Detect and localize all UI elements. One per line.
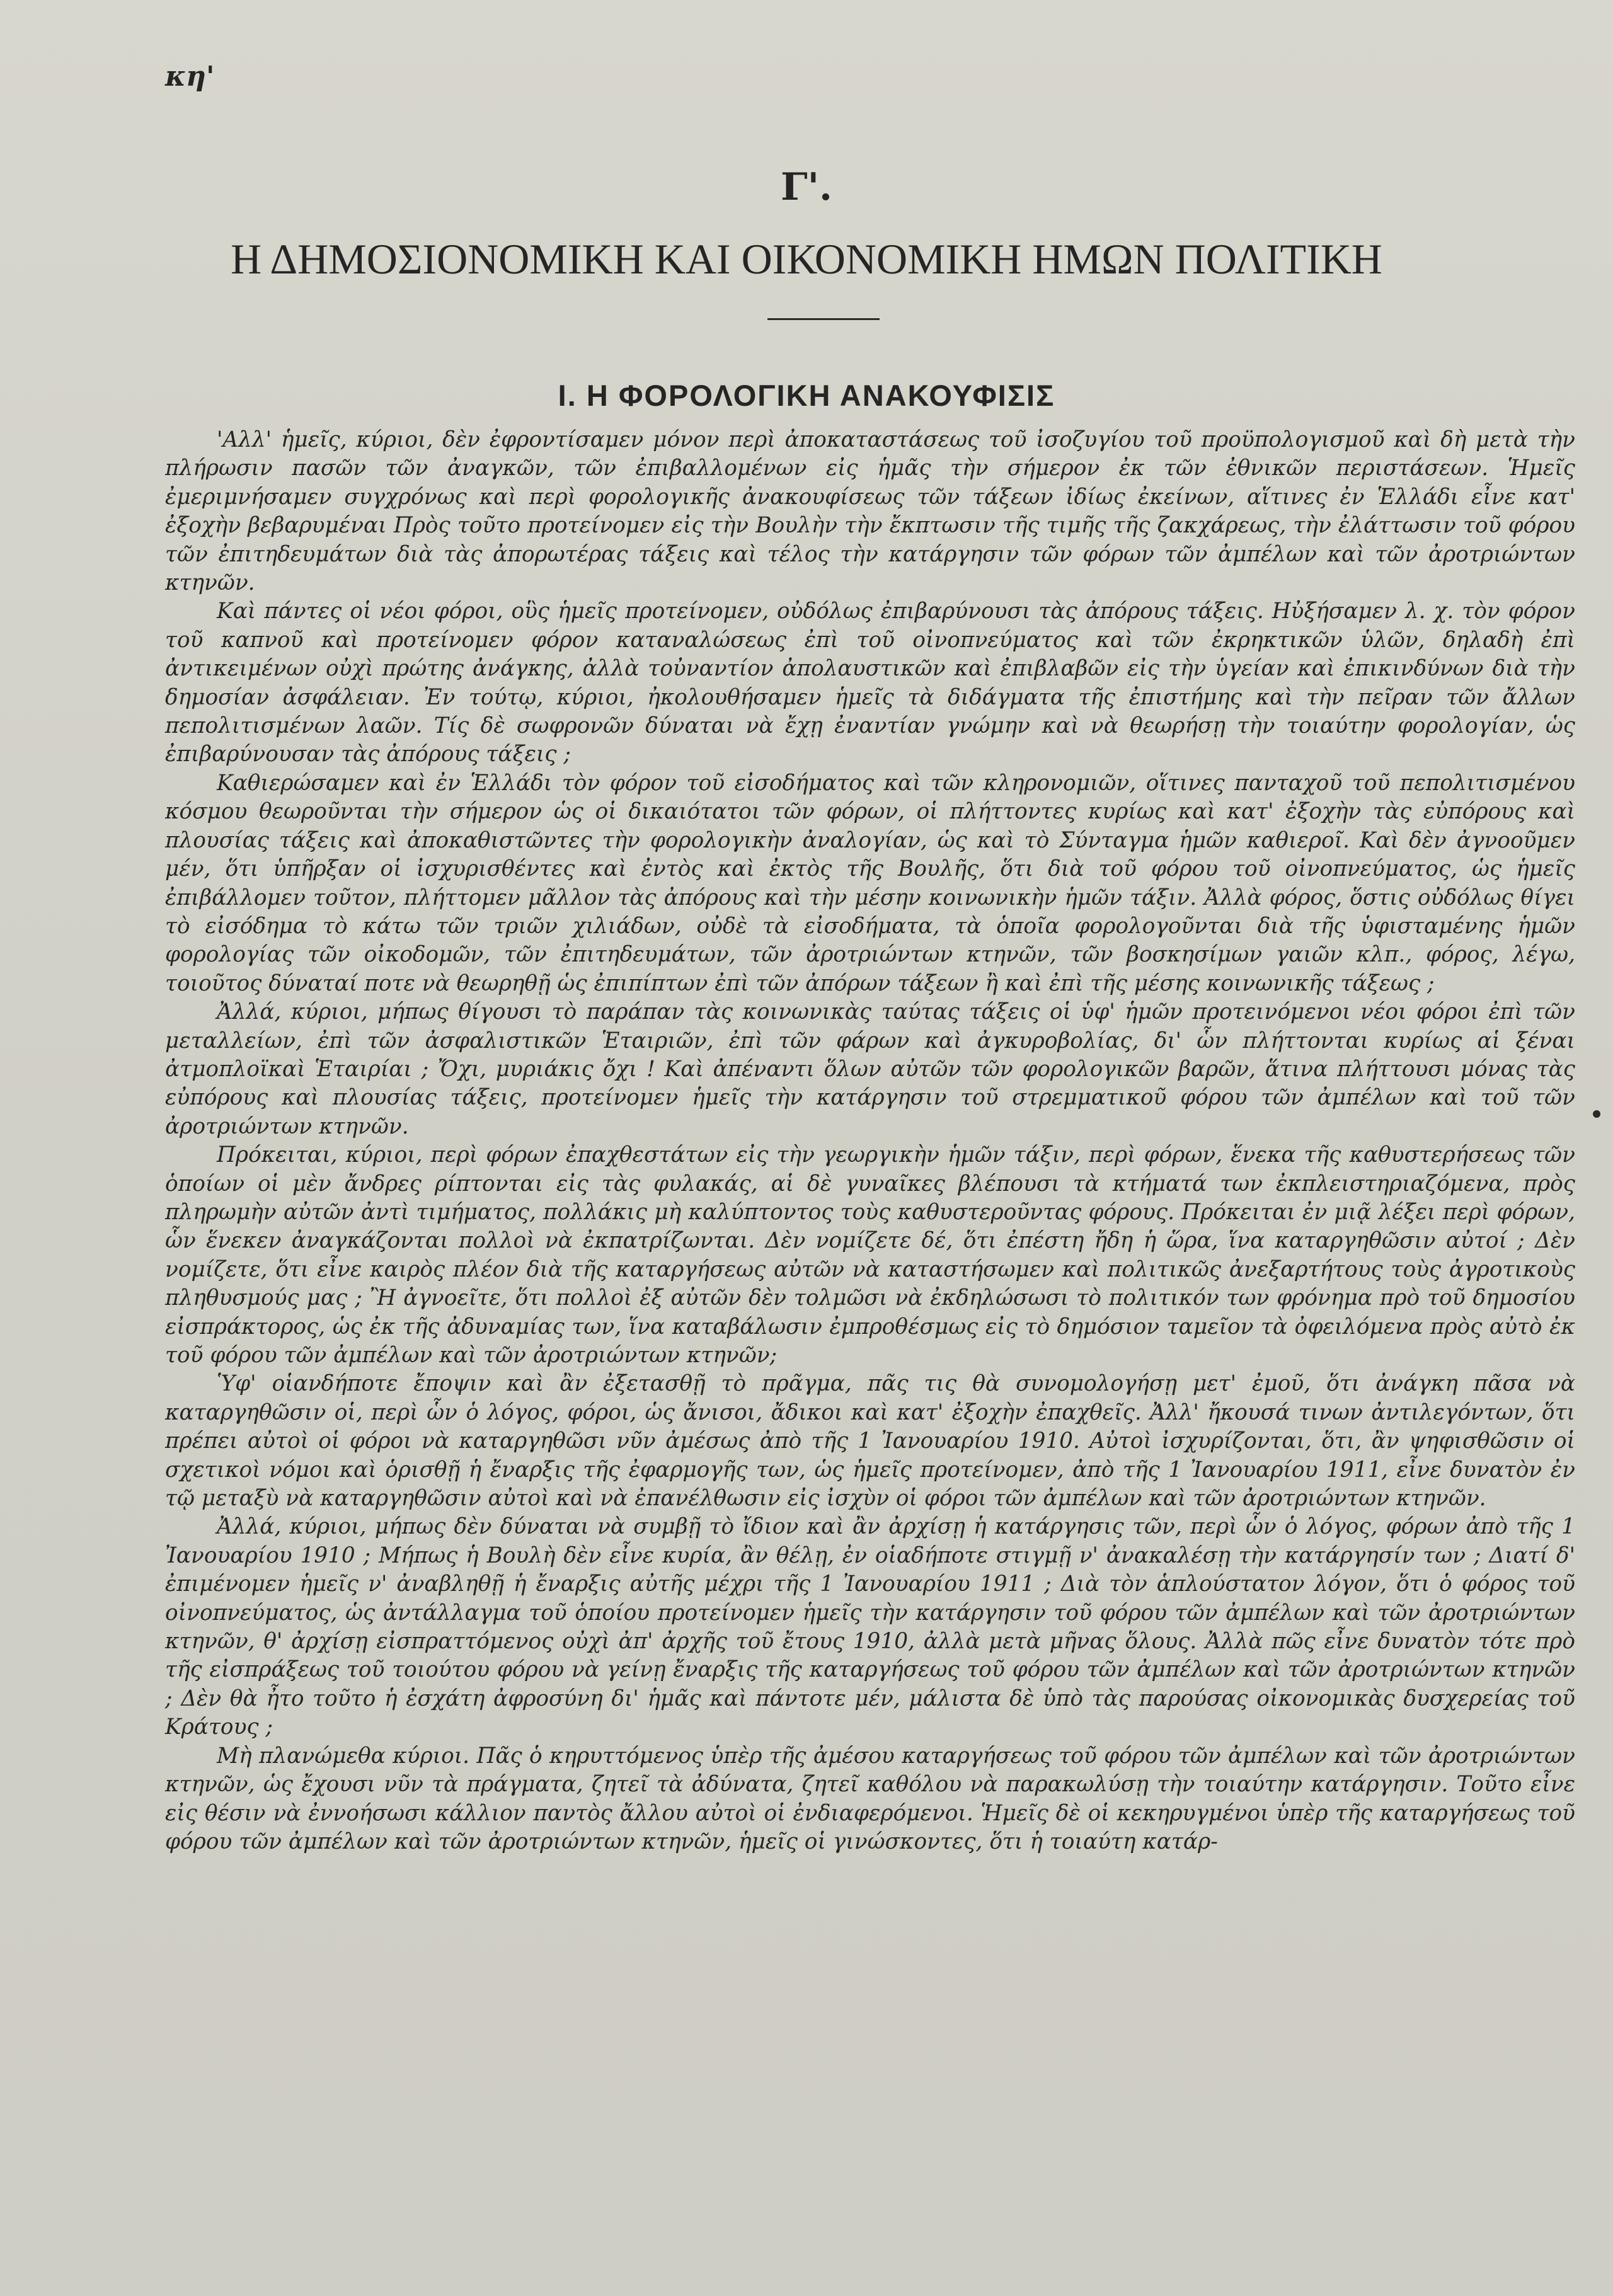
paragraph: Καὶ πάντες οἱ νέοι φόροι, οὓς ἡμεῖς προτείνομεν, οὐδόλως ἐπιβαρύνουσι τὰς ἀπόρους τάξεις. Ηὐξήσαμεν λ. χ. τὸν φόρον τοῦ καπνοῦ καὶ προτείνομεν φόρον καταναλώσεως ἐπὶ τοῦ οἰνοπνεύματος καὶ τῶν ἐκρηκτικῶν ὑλῶν, δηλαδὴ ἐπὶ ἀντικειμένων οὐχὶ πρώτης ἀνάγκης, ἀλλὰ τοὐναντίον ἀπολαυστικῶν καὶ ἐπιβλαβῶν εἰς τὴν ὑγείαν καὶ ἐπικινδύνων διὰ τὴν δημοσίαν ἀσφάλειαν. Ἐν τούτῳ, κύριοι, ἠκολουθήσαμεν ἡμεῖς τὰ διδάγματα τῆς ἐπιστήμης καὶ τὴν πεῖραν τῶν ἄλλων πεπολιτισμένων λαῶν. Τίς δὲ σωφρονῶν δύναται νὰ ἔχῃ ἐναντίαν γνώμην καὶ νὰ θεωρήσῃ τὴν τοιαύτην φορολογίαν, ὡς ἐπιβαρύνουσαν τὰς ἀπόρους τάξεις ; [165, 599, 1575, 767]
section-number: Γ'. [781, 165, 832, 209]
paragraph: Πρόκειται, κύριοι, περὶ φόρων ἐπαχθεστάτων εἰς τὴν γεωργικὴν ἡμῶν τάξιν, περὶ φόρων, ἕνεκα τῆς καθυστερήσεως τῶν ὁποίων οἱ μὲν ἄνδρες ρίπτονται εἰς τὰς φυλακάς, αἱ δὲ γυναῖκες βλέπουσι τὰ κτήματά των ἐκπλειστηριαζόμενα, πρὸς πληρωμὴν αὐτῶν ἀντὶ τιμήματος, πολλάκις μὴ καλύπτοντος τοὺς καθυστεροῦντας φόρους. Πρόκειται ἐν μιᾷ λέξει περὶ φόρων, ὧν ἕνεκεν ἀναγκάζονται πολλοὶ νὰ ἐκπατρίζωνται. Δὲν νομίζετε δέ, ὅτι ἐπέστη ἤδη ἡ ὥρα, ἵνα καταργηθῶσιν αὐτοί ; Δὲν νομίζετε, ὅτι εἶνε καιρὸς πλέον διὰ τῆς καταργήσεως αὐτῶν νὰ καταστήσωμεν καὶ πολιτικῶς ἀνεξαρτήτους τοὺς ἀγροτικοὺς πληθυσμούς μας ; Ἢ ἀγνοεῖτε, ὅτι πολλοὶ ἐξ αὐτῶν δὲν τολμῶσι νὰ ἐκδηλώσωσι τὸ πολιτικόν των φρόνημα πρὸ τοῦ δημοσίου εἰσπράκτορος, ὡς ἐκ τῆς ἀδυναμίας των, ἵνα καταβάλωσιν ἐμπροθέσμως εἰς τὸ δημόσιον ταμεῖον τὰ ὀφειλόμενα πρὸς αὐτὸ ἐκ τοῦ φόρου τῶν ἀμπέλων καὶ τῶν ἀροτριώντων κτηνῶν; [165, 1142, 1575, 1368]
title-divider [767, 318, 880, 320]
paragraph: 'Αλλ' ἡμεῖς, κύριοι, δὲν ἐφροντίσαμεν μόνον περὶ ἀποκαταστάσεως τοῦ ἰσοζυγίου τοῦ προϋπολογισμοῦ καὶ δὴ μετὰ τὴν πλήρωσιν πασῶν τῶν ἀναγκῶν, τῶν ἐπιβαλλομένων εἰς ἡμᾶς τὴν σήμερον ἐκ τῶν ἐθνικῶν περιστάσεων. Ἡμεῖς ἐμεριμνήσαμεν συγχρόνως καὶ περὶ φορολογικῆς ἀνακουφίσεως τῶν τάξεων ἰδίως ἐκείνων, αἵτινες ἐν Ἑλλάδι εἶνε κατ' ἐξοχὴν βεβαρυμέναι Πρὸς τοῦτο προτείνομεν εἰς τὴν Βουλὴν τὴν ἔκπτωσιν τῆς τιμῆς τῆς ζακχάρεως, τὴν ἐλάττωσιν τοῦ φόρου τῶν ἐπιτηδευμάτων διὰ τὰς ἀπορωτέρας τάξεις καὶ τέλος τὴν κατάργησιν τῶν φόρων τῶν ἀμπέλων καὶ τῶν ἀροτριώντων κτηνῶν. [165, 427, 1575, 596]
page-number: κη' [165, 60, 215, 93]
paragraph: Καθιερώσαμεν καὶ ἐν Ἑλλάδι τὸν φόρον τοῦ εἰσοδήματος καὶ τῶν κληρονομιῶν, οἵτινες πανταχοῦ τοῦ πεπολιτισμένου κόσμου θεωροῦνται τὴν σήμερον ὡς οἱ δικαιότατοι τῶν φόρων, οἱ πλήττοντες κυρίως καὶ κατ' ἐξοχὴν τὰς εὐπόρους καὶ πλουσίας τάξεις καὶ ἀποκαθιστῶντες τὴν φορολογικὴν ἀναλογίαν, ὡς καὶ τὸ Σύνταγμα ἡμῶν καθιεροῖ. Καὶ δὲν ἀγνοοῦμεν μέν, ὅτι ὑπῆρξαν οἱ ἰσχυρισθέντες καὶ ἐντὸς καὶ ἐκτὸς τῆς Βουλῆς, ὅτι διὰ τοῦ φόρου τοῦ οἰνοπνεύματος, ὡς ἡμεῖς ἐπιβάλλομεν τοῦτον, πλήττομεν μᾶλλον τὰς ἀπόρους καὶ τὴν μέσην κοινωνικὴν ἡμῶν τάξιν. Ἀλλὰ φόρος, ὅστις οὐδόλως θίγει τὸ εἰσόδημα τὸ κάτω τῶν τριῶν χιλιάδων, οὐδὲ τὰ εἰσοδήματα, τὰ ὁποῖα φορολογοῦνται διὰ τῆς ὑφισταμένης ἡμῶν φορολογίας τῶν οἰκοδομῶν, τῶν ἐπιτηδευμάτων, τῶν ἀροτριώντων κτηνῶν, τῶν βοσκησίμων γαιῶν κλπ., φόρος, λέγω, τοιοῦτος δύναταί ποτε νὰ θεωρηθῇ ὡς ἐπιπίπτων ἐπὶ τῶν ἀπόρων τάξεων ἢ καὶ ἐπὶ τῆς μέσης κοινωνικῆς τάξεως ; [165, 770, 1575, 996]
paragraph: Ἀλλά, κύριοι, μήπως θίγουσι τὸ παράπαν τὰς κοινωνικὰς ταύτας τάξεις οἱ ὑφ' ἡμῶν προτεινόμενοι νέοι φόροι ἐπὶ τῶν μεταλλείων, ἐπὶ τῶν ἀσφαλιστικῶν Ἑταιριῶν, ἐπὶ τῶν φάρων καὶ ἀγκυροβολίας, δι' ὧν πλήττονται κυρίως αἱ ξέναι ἀτμοπλοϊκαὶ Ἑταιρίαι ; Ὄχι, μυριάκις ὄχι ! Καὶ ἀπέναντι ὅλων αὐτῶν τῶν φορολογικῶν βαρῶν, ἅτινα πλήττουσι μόνας τὰς εὐπόρους καὶ πλουσίας τάξεις, προτείνομεν ἡμεῖς τὴν κατάργησιν τοῦ στρεμματικοῦ φόρου τῶν ἀμπέλων καὶ τοῦ τῶν ἀροτριώντων κτηνῶν. [165, 999, 1575, 1139]
section-subtitle: Ι. Η ΦΟΡΟΛΟΓΙΚΗ ΑΝΑΚΟΥΦΙΣΙΣ [558, 379, 1055, 412]
paragraph: Μὴ πλανώμεθα κύριοι. Πᾶς ὁ κηρυττόμενος ὑπὲρ τῆς ἀμέσου καταργήσεως τοῦ φόρου τῶν ἀμπέλων καὶ τῶν ἀροτριώντων κτηνῶν, ὡς ἔχουσι νῦν τὰ πράγματα, ζητεῖ τὰ ἀδύνατα, ζητεῖ καθόλου νὰ παρακωλύσῃ τὴν τοιαύτην κατάργησιν. Τοῦτο εἶνε εἰς θέσιν νὰ ἐννοήσωσι κάλλιον παντὸς ἄλλου αὐτοὶ οἱ ἐνδιαφερόμενοι. Ἡμεῖς δὲ οἱ κεκηρυγμένοι ὑπὲρ τῆς καταργήσεως τοῦ φόρου τῶν ἀμπέλων καὶ τῶν ἀροτριώντων κτηνῶν, ἡμεῖς οἱ γινώσκοντες, ὅτι ἡ τοιαύτη κατάρ- [165, 1743, 1575, 1854]
page-title: Η ΔΗΜΟΣΙΟΝΟΜΙΚΗ ΚΑΙ ΟΙΚΟΝΟΜΙΚΗ ΗΜΩΝ ΠΟΛΙΤΙΚΗ [231, 235, 1382, 283]
paragraph: Ὑφ' οἱανδήποτε ἔποψιν καὶ ἂν ἐξετασθῇ τὸ πρᾶγμα, πᾶς τις θὰ συνομολογήσῃ μετ' ἐμοῦ, ὅτι ἀνάγκη πᾶσα νὰ καταργηθῶσιν οἱ, περὶ ὧν ὁ λόγος, φόροι, ὡς ἄνισοι, ἄδικοι καὶ κατ' ἐξοχὴν ἐπαχθεῖς. Ἀλλ' ἤκουσά τινων ἀντιλεγόντων, ὅτι πρέπει αὐτοὶ οἱ φόροι νὰ καταργηθῶσι νῦν ἀμέσως ἀπὸ τῆς 1 Ἰανουαρίου 1910. Αὐτοὶ ἰσχυρίζονται, ὅτι, ἂν ψηφισθῶσιν οἱ σχετικοὶ νόμοι καὶ ὁρισθῇ ἡ ἔναρξις τῆς ἐφαρμογῆς των, ὡς ἡμεῖς προτείνομεν, ἀπὸ τῆς 1 Ἰανουαρίου 1911, εἶνε δυνατὸν ἐν τῷ μεταξὺ νὰ καταργηθῶσιν αὐτοὶ καὶ νὰ ἐπανέλθωσιν εἰς ἰσχὺν οἱ φόροι τῶν ἀμπέλων καὶ τῶν ἀροτριώντων κτηνῶν. [165, 1371, 1575, 1512]
body-text [165, 426, 1575, 1856]
paragraph: Ἀλλά, κύριοι, μήπως δὲν δύναται νὰ συμβῇ τὸ ἴδιον καὶ ἂν ἀρχίσῃ ἡ κατάργησις τῶν, περὶ ὧν ὁ λόγος, φόρων ἀπὸ τῆς 1 Ἰανουαρίου 1910 ; Μήπως ἡ Βουλὴ δὲν εἶνε κυρία, ἂν θέλῃ, ἐν οἱαδήποτε στιγμῇ ν' ἀνακαλέσῃ τὴν κατάργησίν των ; Διατί δ' ἐπιμένομεν ἡμεῖς ν' ἀναβληθῇ ἡ ἔναρξις αὐτῆς μέχρι τῆς 1 Ἰανουαρίου 1911 ; Διὰ τὸν ἁπλούστατον λόγον, ὅτι ὁ φόρος τοῦ οἰνοπνεύματος, ὡς ἀντάλλαγμα τοῦ ὁποίου προτείνομεν ἡμεῖς τὴν κατάργησιν τοῦ φόρου τῶν ἀμπέλων καὶ τῶν ἀροτριώντων κτηνῶν, θ' ἀρχίσῃ εἰσπραττόμενος οὐχὶ ἀπ' ἀρχῆς τοῦ ἔτους 1910, ἀλλὰ μετὰ μῆνας ὅλους. Ἀλλὰ πῶς εἶνε δυνατὸν τότε πρὸ τῆς εἰσπράξεως τοῦ τοιούτου φόρου νὰ γείνῃ ἔναρξις τῆς καταργήσεως τοῦ φόρου τῶν ἀμπέλων καὶ τῶν ἀροτριώντων κτηνῶν ; Δὲν θὰ ἦτο τοῦτο ἡ ἐσχάτη ἀφροσύνη δι' ἡμᾶς καὶ πάντοτε μέν, μάλιστα δὲ ὑπὸ τὰς παρούσας οἰκονομικὰς δυσχερείας τοῦ Κράτους ; [165, 1514, 1575, 1740]
margin-mark [1593, 1110, 1600, 1118]
